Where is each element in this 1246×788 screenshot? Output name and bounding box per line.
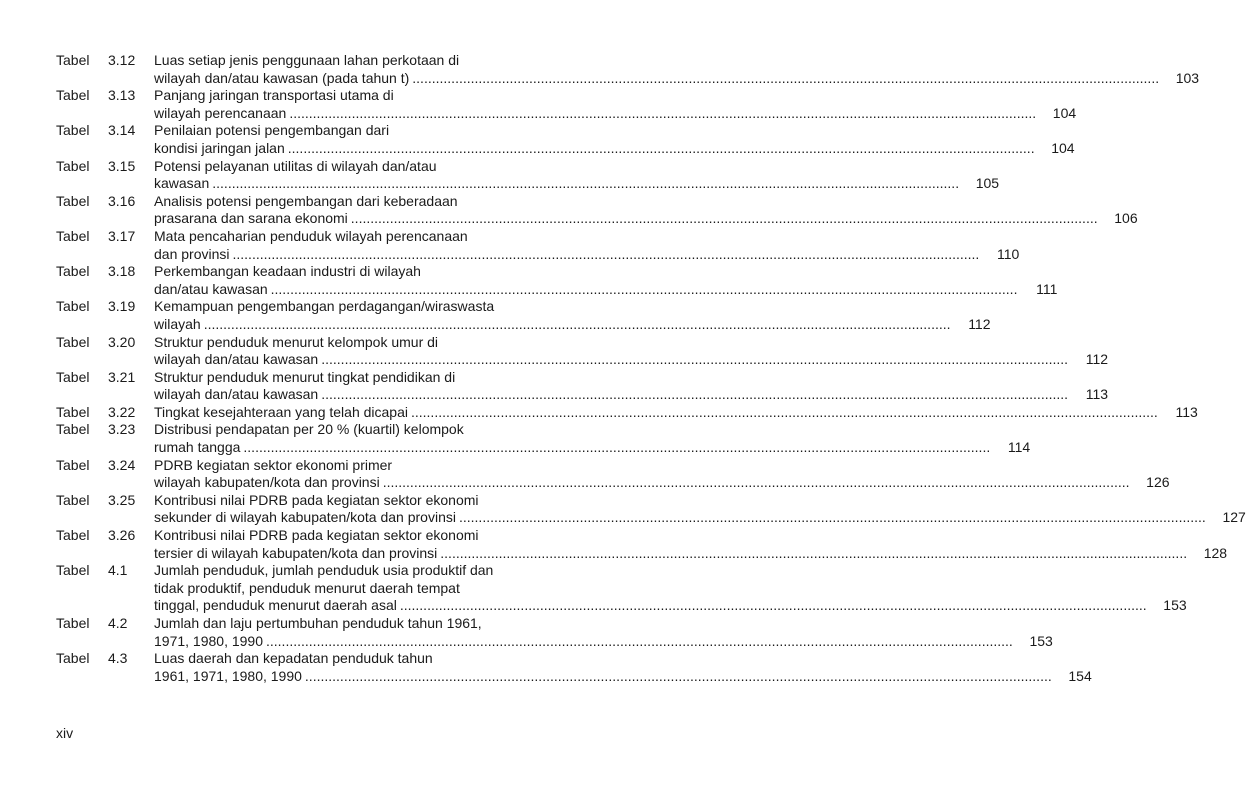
- entry-title-line: Analisis potensi pengembangan dari keberadaan: [154, 192, 458, 209]
- entry-number: 3.15: [108, 157, 136, 174]
- entry-title-line: Luas setiap jenis penggunaan lahan perkotaan di: [154, 52, 460, 68]
- entry-title-line: prasarana dan sarana ekonomi: [154, 210, 348, 227]
- entry-title: [154, 158, 999, 193]
- entry-title-line: kawasan: [154, 175, 210, 192]
- entry-title-line: Kemampuan pengembangan perdagangan/wiraswasta: [154, 298, 495, 315]
- entry-number: 3.14: [108, 122, 136, 139]
- toc-entry[interactable]: [56, 298, 991, 333]
- entry-number: 4.3: [108, 650, 128, 667]
- dot-leader: [321, 351, 1068, 369]
- entry-label: Tabel: [56, 333, 90, 350]
- entry-number: 3.16: [108, 192, 136, 209]
- entry-title-line: 1961, 1971, 1980, 1990: [154, 667, 302, 684]
- entry-number: 3.13: [108, 87, 136, 104]
- entry-page-number: 112: [1085, 351, 1109, 368]
- entry-title-line: tinggal, penduduk menurut daerah asal: [154, 597, 397, 614]
- entry-title-line: Mata pencaharian penduduk wilayah perencanaan: [154, 227, 468, 244]
- toc-entry[interactable]: [56, 562, 1187, 615]
- entry-label: Tabel: [56, 615, 90, 631]
- toc-entry[interactable]: [56, 87, 1077, 122]
- entry-page-number: 104: [1052, 104, 1077, 121]
- toc-entry[interactable]: [56, 421, 1031, 456]
- entry-number: 4.2: [108, 615, 128, 631]
- entry-label: Tabel: [56, 527, 90, 544]
- entry-label: Tabel: [56, 368, 90, 385]
- dot-leader: [243, 439, 990, 457]
- entry-number: 3.26: [108, 527, 136, 544]
- toc-entry[interactable]: [56, 192, 1138, 228]
- entry-title-line: tersier di wilayah kabupaten/kota dan provinsi: [154, 544, 438, 561]
- entry-label: Tabel: [56, 562, 90, 579]
- entry-title-line: Panjang jaringan transportasi utama di: [154, 87, 394, 104]
- entry-title-line: wilayah kabupaten/kota dan provinsi: [154, 474, 380, 491]
- entry-page-number: 114: [1007, 439, 1031, 456]
- entry-label: Tabel: [56, 403, 90, 420]
- entry-number: 3.18: [108, 263, 136, 280]
- toc-entry[interactable]: [56, 52, 1200, 87]
- entry-title-line: wilayah dan/atau kawasan (pada tahun t): [154, 69, 410, 86]
- toc-entry[interactable]: [56, 122, 1075, 157]
- entry-title: [154, 421, 1030, 456]
- toc-entry[interactable]: [56, 403, 1198, 422]
- table-of-tables: [56, 52, 1246, 685]
- toc-entry[interactable]: [56, 527, 1228, 562]
- entry-title-line: Perkembangan keadaan industri di wilayah: [154, 263, 421, 280]
- entry-title-line: wilayah perencanaan: [154, 104, 287, 121]
- entry-number: 3.12: [108, 52, 136, 68]
- toc-entry[interactable]: [56, 227, 1020, 263]
- entry-label: Tabel: [56, 456, 90, 473]
- entry-page-number: 105: [975, 175, 1000, 192]
- dot-leader: [321, 386, 1068, 404]
- entry-page-number: 113: [1175, 403, 1198, 420]
- dot-leader: [383, 474, 1130, 492]
- entry-page-number: 113: [1085, 386, 1109, 403]
- entry-title-line: sekunder di wilayah kabupaten/kota dan provinsi: [154, 509, 456, 526]
- entry-title-line: dan/atau kawasan: [154, 280, 268, 297]
- toc-entry[interactable]: [56, 650, 1092, 685]
- toc-entry[interactable]: [56, 263, 1058, 298]
- entry-number: 3.22: [108, 403, 136, 420]
- entry-title-line: Struktur penduduk menurut kelompok umur di: [154, 333, 439, 350]
- entry-title-line: Struktur penduduk menurut tingkat pendidikan di: [154, 368, 456, 385]
- entry-title-line: Distribusi pendapatan per 20 % (kuartil) kelompok: [154, 421, 464, 438]
- entry-page-number: 153: [1029, 632, 1053, 649]
- dot-leader: [271, 281, 1018, 299]
- entry-title: [154, 87, 1076, 122]
- entry-label: Tabel: [56, 298, 90, 315]
- entry-page-number: 127: [1222, 509, 1246, 526]
- entry-title-line: wilayah dan/atau kawasan: [154, 351, 319, 368]
- dot-leader: [204, 316, 951, 334]
- entry-title-line: dan provinsi: [154, 245, 230, 262]
- entry-title: [154, 122, 1075, 157]
- entry-number: 3.17: [108, 227, 136, 244]
- entry-number: 3.24: [108, 456, 136, 473]
- entry-title-line: Penilaian potensi pengembangan dari: [154, 122, 390, 139]
- entry-title: [154, 457, 1170, 492]
- entry-title-line: Tingkat kesejahteraan yang telah dicapai: [154, 403, 408, 420]
- page-number: xiv: [56, 725, 74, 741]
- dot-leader: [266, 633, 1013, 651]
- toc-entry[interactable]: [56, 491, 1246, 527]
- toc-entry[interactable]: [56, 333, 1109, 369]
- entry-label: Tabel: [56, 52, 90, 68]
- entry-number: 3.19: [108, 298, 136, 315]
- entry-page-number: 126: [1146, 474, 1170, 491]
- toc-entry[interactable]: [56, 157, 1000, 193]
- entry-title: [154, 650, 1092, 685]
- dot-leader: [288, 140, 1035, 158]
- entry-label: Tabel: [56, 491, 90, 508]
- dot-leader: [412, 70, 1159, 88]
- entry-page-number: 104: [1051, 139, 1075, 156]
- entry-title: [154, 52, 1199, 87]
- entry-label: Tabel: [56, 122, 90, 139]
- entry-title-line: rumah tangga: [154, 439, 241, 456]
- entry-label: Tabel: [56, 263, 90, 280]
- entry-title: [154, 263, 1057, 298]
- entry-title-line: Potensi pelayanan utilitas di wilayah dan/atau: [154, 157, 437, 174]
- entry-title-line: Kontribusi nilai PDRB pada kegiatan sektor ekonomi: [154, 527, 479, 544]
- dot-leader: [459, 509, 1206, 527]
- entry-title-line: Kontribusi nilai PDRB pada kegiatan sektor ekonomi: [154, 491, 479, 508]
- dot-leader: [233, 246, 980, 264]
- toc-entry[interactable]: [56, 615, 1053, 650]
- entry-title-line: PDRB kegiatan sektor ekonomi primer: [154, 456, 393, 473]
- entry-page-number: 128: [1203, 544, 1228, 561]
- entry-title-line: 1971, 1980, 1990: [154, 632, 263, 649]
- entry-title-line: Jumlah dan laju pertumbuhan penduduk tahun 1961,: [154, 615, 482, 631]
- entry-page-number: 154: [1068, 667, 1092, 684]
- dot-leader: [411, 404, 1158, 422]
- entry-title: [154, 193, 1138, 228]
- entry-title: [154, 615, 1053, 650]
- entry-label: Tabel: [56, 192, 90, 209]
- entry-title: [154, 492, 1246, 527]
- dot-leader: [305, 668, 1052, 686]
- entry-title: [154, 334, 1108, 369]
- entry-label: Tabel: [56, 421, 90, 438]
- entry-number: 3.20: [108, 333, 136, 350]
- entry-title-line: wilayah: [154, 315, 201, 332]
- dot-leader: [351, 210, 1098, 228]
- entry-number: 3.25: [108, 491, 136, 508]
- entry-title-line: kondisi jaringan jalan: [154, 139, 285, 156]
- entry-page-number: 103: [1175, 69, 1200, 86]
- entry-label: Tabel: [56, 157, 90, 174]
- dot-leader: [400, 597, 1147, 615]
- entry-title: [154, 298, 991, 333]
- entry-page-number: 112: [968, 315, 991, 332]
- entry-title-line: tidak produktif, penduduk menurut daerah tempat: [154, 579, 460, 596]
- dot-leader: [212, 175, 959, 193]
- entry-title-line: Jumlah penduduk, jumlah penduduk usia produktif dan: [154, 562, 494, 579]
- dot-leader: [440, 545, 1187, 563]
- entry-number: 3.21: [108, 368, 136, 385]
- entry-title-line: Luas daerah dan kepadatan penduduk tahun: [154, 650, 433, 667]
- entry-label: Tabel: [56, 87, 90, 104]
- entry-label: Tabel: [56, 650, 90, 667]
- entry-title-line: wilayah dan/atau kawasan: [154, 386, 319, 403]
- entry-title: [154, 228, 1019, 263]
- entry-label: Tabel: [56, 227, 90, 244]
- entry-title: [154, 527, 1227, 562]
- toc-entry[interactable]: [56, 368, 1109, 404]
- entry-number: 4.1: [108, 562, 128, 579]
- entry-number: 3.23: [108, 421, 136, 438]
- entry-title: [154, 562, 1187, 615]
- entry-title: [154, 404, 1198, 422]
- entry-page-number: 153: [1163, 597, 1187, 614]
- dot-leader: [289, 105, 1036, 123]
- entry-title: [154, 369, 1108, 404]
- toc-entry[interactable]: [56, 456, 1170, 492]
- entry-page-number: 111: [1036, 280, 1058, 297]
- entry-page-number: 106: [1114, 210, 1138, 227]
- entry-page-number: 110: [996, 245, 1020, 262]
